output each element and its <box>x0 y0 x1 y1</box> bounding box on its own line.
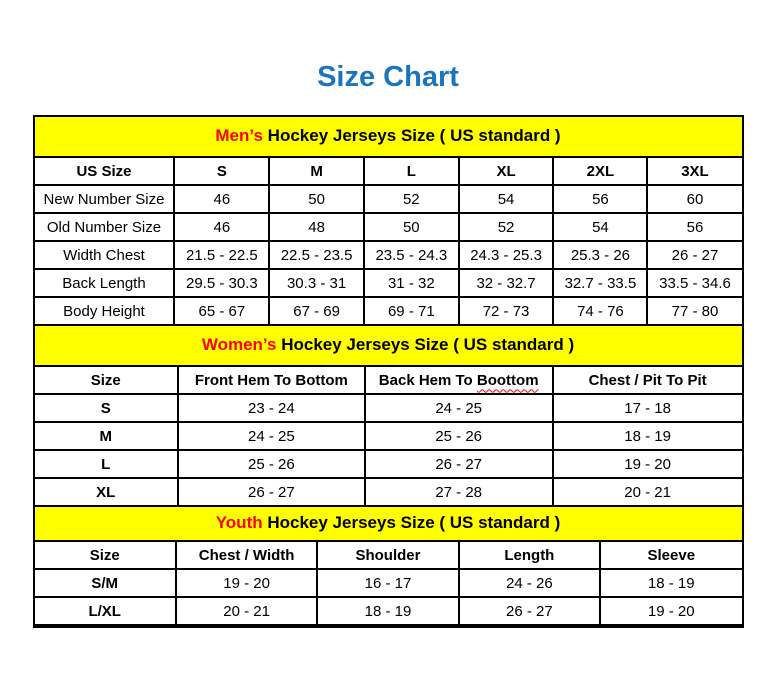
size-value: 17 - 18 <box>553 394 742 422</box>
size-value: 52 <box>364 185 459 213</box>
column-header: US Size <box>35 158 175 185</box>
header-row <box>35 158 742 185</box>
size-chart-page <box>0 60 776 692</box>
size-value: 20 - 21 <box>553 478 742 506</box>
section-title-highlight: Women’s <box>201 335 277 354</box>
section-title-highlight: Men’s <box>215 126 263 145</box>
table-row <box>35 478 742 506</box>
section-band-youth <box>35 507 742 542</box>
row-label: Back Length <box>35 269 175 297</box>
size-value: 72 - 73 <box>459 297 554 325</box>
section-title-highlight: Youth <box>215 513 263 532</box>
column-header: L <box>364 158 459 185</box>
size-value: 32.7 - 33.5 <box>553 269 647 297</box>
size-value: 69 - 71 <box>364 297 459 325</box>
youth-size-table <box>35 542 742 626</box>
column-header: Length <box>459 542 600 569</box>
size-value: 56 <box>647 213 741 241</box>
row-label: L <box>35 450 179 478</box>
size-value: 18 - 19 <box>600 569 741 597</box>
column-header: Front Hem To Bottom <box>178 367 365 394</box>
section-band-womens <box>35 326 742 367</box>
size-value: 26 - 27 <box>459 597 600 625</box>
size-value: 29.5 - 30.3 <box>174 269 269 297</box>
size-value: 27 - 28 <box>365 478 553 506</box>
table-row <box>35 269 742 297</box>
size-value: 19 - 20 <box>600 597 741 625</box>
table-row <box>35 569 742 597</box>
column-header: Shoulder <box>317 542 458 569</box>
column-header: Chest / Pit To Pit <box>553 367 742 394</box>
table-row <box>35 394 742 422</box>
column-header: Chest / Width <box>176 542 317 569</box>
size-value: 31 - 32 <box>364 269 459 297</box>
size-value: 22.5 - 23.5 <box>269 241 364 269</box>
header-row <box>35 367 742 394</box>
column-header: Back Hem To Boottom <box>365 367 553 394</box>
size-value: 46 <box>174 185 269 213</box>
size-value: 18 - 19 <box>553 422 742 450</box>
size-value: 25 - 26 <box>365 422 553 450</box>
row-label: Old Number Size <box>35 213 175 241</box>
size-value: 52 <box>459 213 554 241</box>
section-title-text: Hockey Jerseys Size ( US standard ) <box>281 335 575 354</box>
size-value: 20 - 21 <box>176 597 317 625</box>
size-value: 48 <box>269 213 364 241</box>
size-value: 21.5 - 22.5 <box>174 241 269 269</box>
size-value: 24 - 26 <box>459 569 600 597</box>
header-row <box>35 542 742 569</box>
size-value: 26 - 27 <box>365 450 553 478</box>
section-title-text: Hockey Jerseys Size ( US standard ) <box>267 513 561 532</box>
size-value: 19 - 20 <box>553 450 742 478</box>
size-value: 30.3 - 31 <box>269 269 364 297</box>
size-value: 24.3 - 25.3 <box>459 241 554 269</box>
size-value: 54 <box>459 185 554 213</box>
size-value: 18 - 19 <box>317 597 458 625</box>
row-label: S <box>35 394 179 422</box>
size-value: 26 - 27 <box>647 241 741 269</box>
size-value: 23.5 - 24.3 <box>364 241 459 269</box>
table-row <box>35 297 742 325</box>
size-value: 32 - 32.7 <box>459 269 554 297</box>
size-value: 65 - 67 <box>174 297 269 325</box>
row-label: M <box>35 422 179 450</box>
row-label: L/XL <box>35 597 176 625</box>
column-header: Sleeve <box>600 542 741 569</box>
row-label: XL <box>35 478 179 506</box>
table-row <box>35 597 742 625</box>
section-band-mens <box>35 117 742 158</box>
table-row <box>35 450 742 478</box>
size-value: 50 <box>269 185 364 213</box>
size-value: 16 - 17 <box>317 569 458 597</box>
size-value: 56 <box>553 185 647 213</box>
column-header: Size <box>35 542 176 569</box>
size-value: 25.3 - 26 <box>553 241 647 269</box>
size-value: 50 <box>364 213 459 241</box>
size-value: 24 - 25 <box>365 394 553 422</box>
column-header: M <box>269 158 364 185</box>
size-chart-block <box>33 115 744 628</box>
table-row <box>35 185 742 213</box>
column-header: S <box>174 158 269 185</box>
column-header: XL <box>459 158 554 185</box>
size-value: 26 - 27 <box>178 478 365 506</box>
column-header: 2XL <box>553 158 647 185</box>
size-value: 19 - 20 <box>176 569 317 597</box>
table-row <box>35 422 742 450</box>
size-value: 33.5 - 34.6 <box>647 269 741 297</box>
misspelled-word: Boottom <box>476 371 539 389</box>
column-header: 3XL <box>647 158 741 185</box>
row-label: Width Chest <box>35 241 175 269</box>
womens-size-table <box>35 367 742 507</box>
size-value: 24 - 25 <box>178 422 365 450</box>
size-value: 25 - 26 <box>178 450 365 478</box>
size-value: 54 <box>553 213 647 241</box>
row-label: S/M <box>35 569 176 597</box>
row-label: Body Height <box>35 297 175 325</box>
size-value: 60 <box>647 185 741 213</box>
size-value: 67 - 69 <box>269 297 364 325</box>
size-value: 74 - 76 <box>553 297 647 325</box>
size-value: 46 <box>174 213 269 241</box>
size-value: 77 - 80 <box>647 297 741 325</box>
section-title-text: Hockey Jerseys Size ( US standard ) <box>267 126 561 145</box>
mens-size-table <box>35 158 742 326</box>
page-title: Size Chart <box>317 61 459 93</box>
table-row <box>35 241 742 269</box>
table-row <box>35 213 742 241</box>
row-label: New Number Size <box>35 185 175 213</box>
size-value: 23 - 24 <box>178 394 365 422</box>
column-header: Size <box>35 367 179 394</box>
